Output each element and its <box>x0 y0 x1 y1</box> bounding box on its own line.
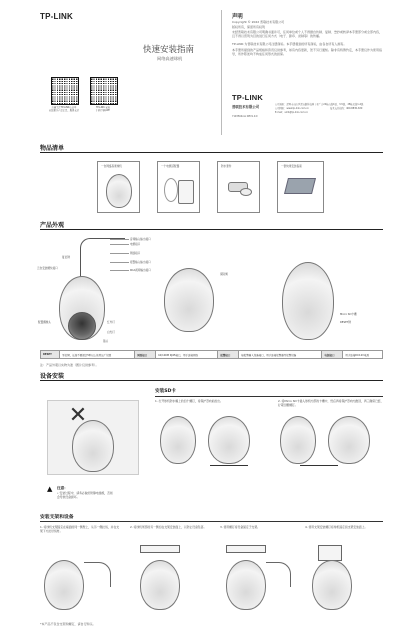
slide-arrow <box>210 465 248 466</box>
company-logo: TP-LINK <box>232 93 263 102</box>
table-key: 电源接口 <box>322 351 343 359</box>
body-label: 镜头 <box>103 340 109 343</box>
install-title: 设备安装 <box>40 373 65 380</box>
statement-rights: 版权所有，保留所有权利 <box>232 24 266 29</box>
pack-item-waterproof <box>217 161 260 213</box>
right-label: Micro SD卡槽 <box>340 313 357 316</box>
statement-body: 未经普联技术有限公司明确书面许可，任何单位或个人不得擅自仿制、复制、誊抄或转译本手册部分或全部内容，且不得以营利为目的进行任何方式（电子、影印、录制等）的传播。 <box>232 30 383 38</box>
bracket-step-3: 3. 使用螺钉将设备固定于支架。 <box>220 525 260 529</box>
left-label: 复位键 <box>62 256 70 259</box>
cable-label: RCA视频输出接口 <box>130 269 151 272</box>
right-label: RESET键 <box>340 321 351 324</box>
statement-trademark: TP-LINK 为普联技术有限公司注册商标。本手册提到的所有商标，由各自所有人拥有。 <box>232 42 347 46</box>
qr-code-wechat <box>51 77 79 105</box>
bracket-step4-illustration <box>312 560 352 610</box>
warning-head: 注意： <box>57 486 68 490</box>
slide-arrow <box>300 465 338 466</box>
cable-label: 电源接口 <box>130 243 141 246</box>
appearance-divider <box>40 229 383 230</box>
camera-back-view <box>282 262 334 340</box>
table-key: 报警接口 <box>218 351 239 359</box>
body-label: 白光灯 <box>107 331 115 334</box>
warning-icon: ▲ <box>47 485 53 493</box>
packing-title: 物品清单 <box>40 145 65 152</box>
qr2-caption: TP-LINK 安防 扫码下载APP <box>95 106 111 112</box>
cable-label: 音频输入输出接口 <box>130 238 151 241</box>
prohibit-icon: ✕ <box>68 403 88 428</box>
install-divider <box>40 380 383 381</box>
cover-subtitle: 网络高速球机 <box>157 56 183 61</box>
brand-logo: TP-LINK <box>40 12 73 21</box>
fold-line <box>221 10 222 135</box>
bracket-title-underline <box>40 521 383 522</box>
company-address: 公司地址：深圳市南山区深南路科技园工业厂房24栋南段1层、3-5层、28栋北段1-4层 <box>275 103 364 106</box>
pack-item-label: 一个电源适配器 <box>161 165 180 168</box>
leader-line <box>110 244 129 245</box>
appearance-title: 产品外观 <box>40 222 65 229</box>
statement-heading: 声明 <box>232 14 243 20</box>
appearance-footnote: 注：产品外观以实物为准（图片仅供参考）。 <box>40 363 99 367</box>
company-website: 公司网址：www.tp-link.com.cn <box>275 107 309 110</box>
sd-title-underline <box>155 396 383 397</box>
bottom-note: *本产品不包含支架和螺钉，请自行购买。 <box>40 622 96 626</box>
bracket-title: 安装支架和设备 <box>40 515 74 520</box>
camera-illustration <box>106 174 132 208</box>
sd-step1-illustration <box>160 416 196 464</box>
leader-line <box>110 262 129 263</box>
bracket-step1-illustration <box>44 560 84 610</box>
company-email: E-mail：smb@tp-link.com.cn <box>275 111 309 114</box>
qr1-caption: 扫描关注TP-LINK公众号 获取更多产品信息、服务支持 <box>49 106 79 112</box>
bracket-step-4: 4. 使用支架安装螺钉将球机固定到支架安装面上。 <box>305 525 368 529</box>
cable-illustration <box>164 178 178 202</box>
company-name: 普联技术有限公司 <box>232 105 260 109</box>
sd-title: 安装SD卡 <box>155 389 176 394</box>
bracket-arm <box>140 545 180 553</box>
bracket-arm <box>226 545 266 553</box>
statement-copyright: Copyright © 2022 普联技术有限公司 <box>232 20 285 24</box>
document-number: 7103504xxx REV1.0.0 <box>232 115 258 118</box>
table-row <box>41 351 383 359</box>
statement-notice: 本手册所提到的产品规格和资讯仅供参考，如有内容更新，恕不另行通知。除非有特殊约定，本手册仅作为使用指导，所作陈述均不构成任何形式的担保。 <box>232 48 383 56</box>
guide-illustration <box>284 178 316 194</box>
leader-line <box>110 253 129 254</box>
mid-label: 保险绳 <box>220 273 228 276</box>
table-key: 网络接口 <box>135 351 156 359</box>
cable-fan <box>266 562 291 587</box>
bracket-step-1: 1. 将球机支架固定在墙面的同一侧壁上，从另一侧拉线，并在支架下方拉好线材。 <box>40 525 120 533</box>
camera-dome <box>68 312 96 340</box>
bracket-mount <box>318 545 342 561</box>
packing-divider <box>40 152 383 153</box>
pack-item-label: 一台网络高速球机 <box>101 165 122 168</box>
left-label: 云台安装螺纹接口 <box>37 267 58 270</box>
leader-line <box>110 239 129 240</box>
adapter-illustration <box>178 180 194 204</box>
cable-label: 网络接口 <box>130 252 141 255</box>
leader-line <box>110 270 129 271</box>
sd-step2-zoom <box>328 416 370 464</box>
waterproof-kit-illustration <box>240 188 252 196</box>
table-value: 复位键，长按不要超过5秒以上恢复出厂设置 <box>60 351 135 359</box>
table-key: RESET <box>41 351 60 359</box>
table-value: 接报警输入设备接口，用于连接报警器等报警设备 <box>239 351 322 359</box>
bracket-step-2: 2. 将球机尾部的另一侧扣在支架安装面上，以防止设备坠落。 <box>130 525 207 529</box>
left-label: 配置摄像头 <box>38 321 51 324</box>
pack-item-camera <box>97 161 140 213</box>
sd-step-2: 2. 将Micro SD卡插入球机内部的卡槽中，然后再将保护罩向内推回，再三确保已经，拧紧四颗螺钉。 <box>278 399 384 407</box>
cable-fan <box>84 562 111 587</box>
qr-code-app <box>90 77 118 105</box>
sd-step2-illustration <box>280 416 316 464</box>
camera-side-view <box>164 268 214 332</box>
sd-step1-zoom <box>208 416 250 464</box>
body-label: 红外灯 <box>107 321 115 324</box>
company-phone: 技术支持热线：400-8830-630 <box>330 107 363 110</box>
cover-title: 快速安装指南 <box>143 45 195 55</box>
pack-item-guide <box>277 161 324 213</box>
bracket-step2-illustration <box>140 560 180 610</box>
bracket-step3-illustration <box>226 560 266 610</box>
cable-label: 报警输入输出接口 <box>130 261 151 264</box>
pack-item-label: 一套快速安装指南 <box>281 165 302 168</box>
interface-table <box>40 350 383 359</box>
sd-step-1: 1. 拧开球机防水帽上的四个螺钉，将保护罩向前拉出。 <box>155 399 223 403</box>
table-value: 10/100M RJ45接口，用于连接网络 <box>156 351 218 359</box>
table-value: 用于连接DC12V电源 <box>343 351 383 359</box>
warning-body: • 安装过程中，请务必做好防静电措施，否则会导致设备损坏。 <box>57 491 113 499</box>
pack-item-adapter <box>157 161 200 213</box>
pack-item-label: 防水套件 <box>221 165 232 168</box>
